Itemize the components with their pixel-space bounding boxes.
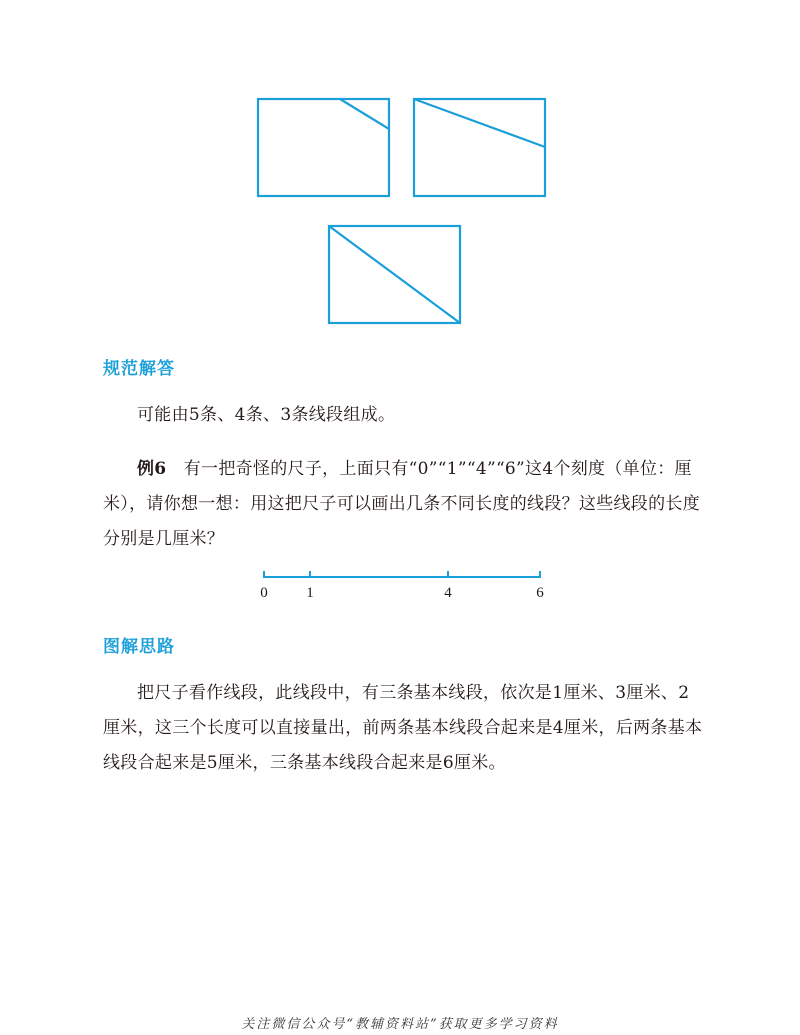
rectangle-figures — [0, 0, 800, 340]
ruler-label: 1 — [306, 585, 314, 601]
ruler-label: 0 — [260, 585, 268, 601]
rectangle-figure-2 — [414, 99, 545, 196]
rectangle-figure-1 — [258, 99, 389, 196]
example-text: 有一把奇怪的尺子，上面只有“0”“1”“4”“6”这4个刻度（单位：厘米），请你想一想：用这把尺子可以画出几条不同长度的线段？这些线段的长度分别是几厘米？ — [103, 459, 700, 549]
cut-line-2 — [414, 99, 545, 147]
solution-heading: 规范解答 — [103, 359, 175, 379]
solution-text: 可能由5条、4条、3条线段组成。 — [137, 405, 396, 425]
diagram-heading: 图解思路 — [103, 637, 175, 657]
footer-note: 关注微信公众号“教辅资料站”获取更多学习资料 — [241, 1017, 559, 1032]
diagram-text: 把尺子看作线段，此线段中，有三条基本线段，依次是1厘米、3厘米、2厘米，这三个长度可以直接量出，前两条基本线段合起来是4厘米，后两条基本线段合起来是5厘米，三条基本线段合起来是6厘米。 — [103, 683, 703, 773]
ruler-label: 4 — [444, 585, 452, 601]
example-gap — [166, 459, 183, 479]
cut-line-1 — [340, 99, 389, 129]
ruler-diagram — [250, 565, 560, 605]
cut-line-3 — [329, 226, 460, 323]
ruler-label: 6 — [536, 585, 544, 601]
example-label: 例6 — [137, 459, 167, 479]
example-paragraph — [103, 452, 703, 557]
